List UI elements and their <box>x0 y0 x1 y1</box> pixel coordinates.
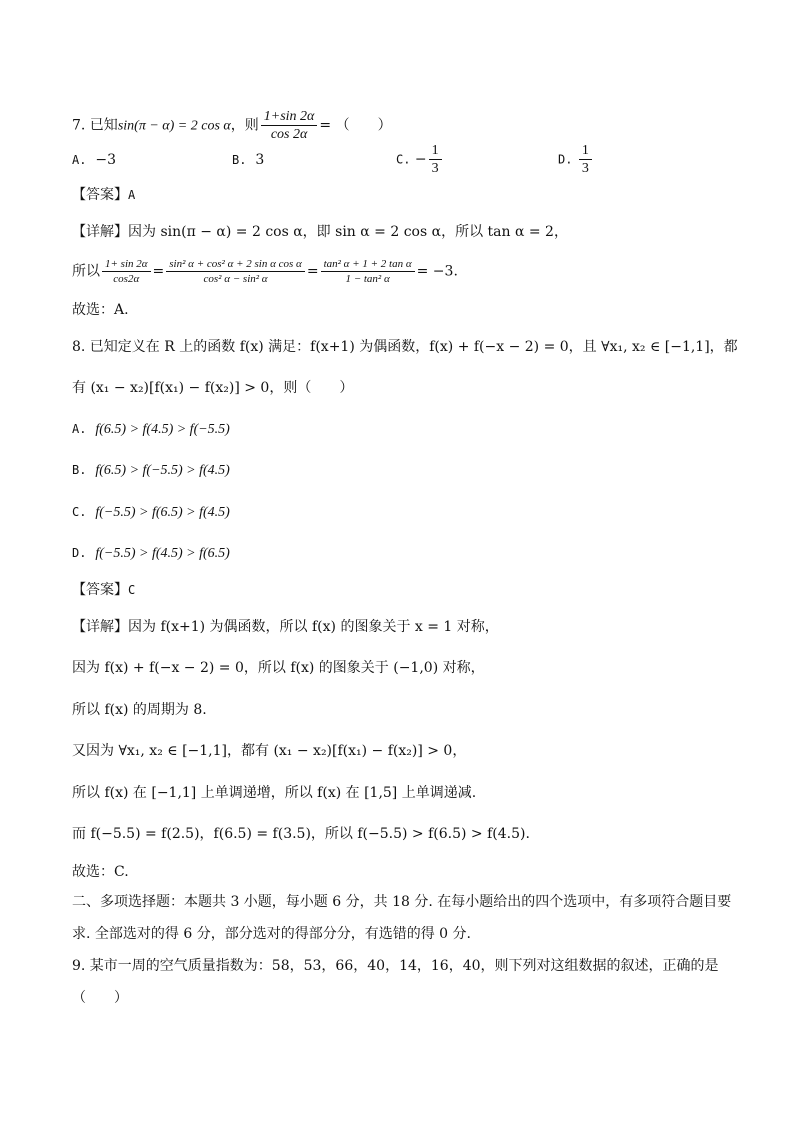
q8-answer-value: C <box>128 583 136 597</box>
q7-option-b-value: 3 <box>255 152 265 168</box>
q8-option-c <box>72 502 230 523</box>
section2-intro-line-1: 二、多项选择题：本题共 3 小题，每小题 6 分，共 18 分. 在每小题给出的四个选项中，有多项符合题目要 <box>72 894 732 910</box>
q7-option-d-fraction <box>579 142 592 177</box>
q7-then: ，则 <box>230 117 259 134</box>
q7-option-d-numerator: 1 <box>579 142 592 160</box>
q7-option-c-denominator: 3 <box>431 161 439 176</box>
q7-stem <box>72 108 392 143</box>
q7-detail-fraction-1 <box>102 257 151 286</box>
q8-answer <box>72 580 135 600</box>
q7-option-c-label: C. <box>396 152 411 167</box>
q7-option-b-label: B. <box>232 153 247 167</box>
q7-option-a-value: −3 <box>95 152 116 168</box>
q8-detail-line-5: 所以 f(x) 在 [−1,1] 上单调递增，所以 f(x) 在 [1,5] 上单调递减. <box>72 785 477 801</box>
q7-option-c-numerator: 1 <box>429 142 442 160</box>
q7-detail-fraction-1-numerator: 1+ sin 2α <box>102 257 151 272</box>
q7-detail-fraction-1-denominator: cos2α <box>113 273 140 285</box>
q7-detail-fraction-2-denominator: cos² α − sin² α <box>203 273 268 285</box>
q8-detail-label: 【详解】 <box>72 619 128 635</box>
q8-option-b <box>72 460 230 481</box>
q7-answer-value: A <box>128 188 136 202</box>
q7-option-c <box>396 142 444 177</box>
q7-option-d-label: D. <box>558 152 573 167</box>
q8-stem-line-2: 有 (x₁ − x₂)[f(x₁) − f(x₂)] > 0，则（ ） <box>72 380 354 396</box>
q8-option-b-value: f(6.5) > f(−5.5) > f(4.5) <box>95 463 230 478</box>
q7-detail-result: = −3. <box>416 263 458 280</box>
q7-condition: sin(π − α) = 2 cos α <box>117 118 231 134</box>
q7-detail-label: 【详解】 <box>72 224 128 240</box>
q7-detail-prefix: 所以 <box>72 263 100 280</box>
q7-detail-fraction-2-numerator: sin² α + cos² α + 2 sin α cos α <box>166 257 305 272</box>
q8-stem-line-1: 8. 已知定义在 R 上的函数 f(x) 满足：f(x+1) 为偶函数，f(x) + f(−x − 2) = 0，且 ∀x₁, x₂ ∈ [−1,1]，都 <box>72 339 738 355</box>
q8-detail-line-1 <box>72 617 499 637</box>
q7-answer <box>72 185 135 205</box>
q8-option-b-label: B. <box>72 463 87 477</box>
q7-detail-fraction-2 <box>166 257 305 286</box>
q9-stem-line-2: （ ） <box>72 990 128 1006</box>
q7-option-b <box>232 150 264 170</box>
q7-fraction-numerator: 1+sin 2α <box>261 108 318 126</box>
q8-option-a <box>72 419 230 440</box>
q7-option-d-denominator: 3 <box>581 161 589 176</box>
q8-detail-line-2: 因为 f(x) + f(−x − 2) = 0，所以 f(x) 的图象关于 (−1,0) 对称， <box>72 660 485 676</box>
q7-option-c-fraction <box>429 142 442 177</box>
q8-option-d <box>72 543 230 564</box>
q7-detail-fraction-3-numerator: tan² α + 1 + 2 tan α <box>321 257 415 272</box>
q8-detail-line-6: 而 f(−5.5) = f(2.5)，f(6.5) = f(3.5)，所以 f(−5.5) > f(6.5) > f(4.5). <box>72 826 530 842</box>
q8-option-d-label: D. <box>72 546 87 560</box>
q8-option-a-value: f(6.5) > f(4.5) > f(−5.5) <box>95 422 230 437</box>
q7-conclusion: 故选：A. <box>72 302 129 318</box>
q8-option-c-value: f(−5.5) > f(6.5) > f(4.5) <box>95 505 230 520</box>
q8-option-d-value: f(−5.5) > f(4.5) > f(6.5) <box>95 546 230 561</box>
section2-intro-line-2: 求. 全部选对的得 6 分，部分选对的得部分分，有选错的得 0 分. <box>72 926 471 942</box>
q7-stem-suffix: = （ ） <box>319 117 392 134</box>
q7-fraction-denominator: cos 2α <box>270 127 308 142</box>
q8-option-a-label: A. <box>72 422 87 436</box>
q8-detail-line-4: 又因为 ∀x₁, x₂ ∈ [−1,1]，都有 (x₁ − x₂)[f(x₁) − f(x₂)] > 0， <box>72 743 467 759</box>
q7-answer-label: 【答案】 <box>72 187 128 203</box>
q7-detail-line-1 <box>72 222 568 242</box>
q8-option-c-label: C. <box>72 505 87 519</box>
q7-detail-fraction-3 <box>321 257 415 286</box>
q8-conclusion: 故选：C. <box>72 864 129 880</box>
q7-fraction <box>261 108 318 143</box>
q8-detail-line-3: 所以 f(x) 的周期为 8. <box>72 702 207 718</box>
q8-answer-label: 【答案】 <box>72 582 128 598</box>
q7-option-a <box>72 150 116 170</box>
q7-option-c-sign: − <box>414 151 427 168</box>
q7-stem-prefix: 7. 已知 <box>72 117 118 134</box>
q7-option-d <box>558 142 594 177</box>
q7-detail-text-1: 因为 sin(π − α) = 2 cos α，即 sin α = 2 cos α，所以 tan α = 2， <box>128 224 568 240</box>
q7-detail-fraction-3-denominator: 1 − tan² α <box>345 273 390 285</box>
q7-detail-line-2: 所以 $\frac{1+ \sin 2\alpha}{\cos 2\alpha}$ = $\frac{\text{sin² α + cos² α + 2 sin α cos α}}{\text{cos² α − sin² α}}$ = $\frac{\text{tan² α + 1 + 2 tan α}}{\text{1 − tan² α}}$ = −3. <box>72 258 458 285</box>
q9-stem-line-1: 9. 某市一周的空气质量指数为：58，53，66，40，14，16，40，则下列对这组数据的叙述，正确的是 <box>72 958 719 974</box>
q7-option-a-label: A. <box>72 153 87 167</box>
q8-detail-text-1: 因为 f(x+1) 为偶函数，所以 f(x) 的图象关于 x = 1 对称， <box>128 619 499 635</box>
